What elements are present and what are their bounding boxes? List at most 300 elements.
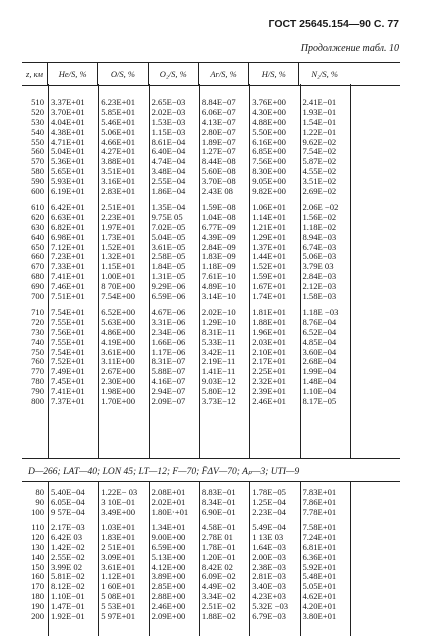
value-cell: 1.88E+01 xyxy=(252,316,286,327)
value-cell: 2.30E+00 xyxy=(101,376,136,387)
value-cell: 6.79E−03 xyxy=(252,611,286,622)
altitude-cell: 150 xyxy=(31,561,44,572)
value-cell: 6.81E+01 xyxy=(302,541,337,552)
value-cell: 7.45E+01 xyxy=(51,376,85,387)
value-cell: 2.34E−06 xyxy=(151,326,186,337)
value-cell: 1.42E−02 xyxy=(51,541,85,552)
table-row xyxy=(22,187,350,197)
grid-line xyxy=(350,84,351,458)
value-cell: 8 70E+00 xyxy=(101,281,136,292)
altitude-cell: 510 xyxy=(31,97,44,107)
value-cell: 1.37E+01 xyxy=(252,241,286,252)
value-cell: 3 10E−01 xyxy=(101,496,136,507)
value-cell: 3.11E+00 xyxy=(101,356,135,367)
value-cell: 4.88E+00 xyxy=(252,116,286,127)
altitude-cell: 700 xyxy=(31,291,44,302)
value-cell: 7.46E+01 xyxy=(51,281,85,292)
value-cell: 3.51E+01 xyxy=(101,166,136,177)
value-cell: 6.09E−02 xyxy=(201,571,236,582)
value-cell: 3.14E−10 xyxy=(201,291,236,302)
value-cell: 1.29E−10 xyxy=(201,316,236,327)
altitude-cell: 80 xyxy=(35,487,44,497)
value-cell: 1.10E−01 xyxy=(51,591,85,602)
value-cell: 1.15E−03 xyxy=(151,126,186,137)
table-group-80-100 xyxy=(22,488,350,518)
value-cell: 7.55E+01 xyxy=(51,336,85,347)
value-cell: 4.55E−02 xyxy=(302,166,337,177)
altitude-cell: 720 xyxy=(31,316,44,327)
value-cell: 1.35E−04 xyxy=(151,202,186,212)
section-divider-bottom xyxy=(22,481,400,482)
altitude-cell: 170 xyxy=(31,581,44,592)
value-cell: 2.38E−03 xyxy=(252,561,286,572)
value-cell: 5.13E+00 xyxy=(151,551,186,562)
value-cell: 2.09E+00 xyxy=(151,611,186,622)
value-cell: 2 51E+01 xyxy=(101,541,136,552)
value-cell: 5.93E+01 xyxy=(51,176,85,187)
column-header-he: He/S, % xyxy=(48,63,98,85)
value-cell: 1.83E−09 xyxy=(201,251,236,262)
value-cell: 4.89E−10 xyxy=(201,281,236,292)
value-cell: 1.80E·+01 xyxy=(151,506,189,517)
altitude-cell: 750 xyxy=(31,346,44,357)
value-cell: 1.31E−05 xyxy=(151,271,186,282)
value-cell: 2.02E−03 xyxy=(151,106,186,117)
value-cell: 3.61E+00 xyxy=(101,346,136,357)
value-cell: 2.65E−03 xyxy=(151,97,186,107)
value-cell: 1.15E+01 xyxy=(101,261,136,272)
value-cell: 4.16E−07 xyxy=(151,376,186,387)
value-cell: 4.20E+01 xyxy=(302,601,337,612)
value-cell: 5.04E+01 xyxy=(51,146,85,157)
value-cell: 2.83E+01 xyxy=(101,186,136,197)
value-cell: 2.23E+01 xyxy=(101,211,136,222)
altitude-cell: 670 xyxy=(31,261,44,272)
value-cell: 6.42E 03 xyxy=(51,531,83,542)
value-cell: 1.44E+01 xyxy=(252,251,286,262)
value-cell: 3.73E−12 xyxy=(201,396,236,407)
value-cell: 6.16E+00 xyxy=(252,136,286,147)
table-row xyxy=(22,612,350,622)
value-cell: 4.04E+01 xyxy=(51,116,85,127)
value-cell: 7.54E+01 xyxy=(51,307,85,317)
altitude-cell: 740 xyxy=(31,336,44,347)
column-header-n2: N₂/S, % xyxy=(311,69,338,79)
value-cell: 7.54E+01 xyxy=(51,346,85,357)
value-cell: 1.81E+01 xyxy=(252,307,286,317)
value-cell: 5.04E−05 xyxy=(151,231,186,242)
value-cell: 1.48E−04 xyxy=(302,376,337,387)
value-cell: 1.52E+01 xyxy=(252,261,286,272)
altitude-cell: 200 xyxy=(31,611,44,622)
value-cell: 1.97E+01 xyxy=(101,221,136,232)
value-cell: 3.60E−04 xyxy=(302,346,337,357)
value-cell: 3.99E 02 xyxy=(51,561,83,572)
value-cell: 7.12E+01 xyxy=(51,241,85,252)
altitude-cell: 90 xyxy=(35,496,44,507)
value-cell: 1.89E−07 xyxy=(201,136,236,147)
value-cell: 1.99E−04 xyxy=(302,366,337,377)
value-cell: 6.63E+01 xyxy=(51,211,85,222)
value-cell: 1.22E− 03 xyxy=(101,487,138,497)
value-cell: 1.67E+01 xyxy=(252,281,286,292)
value-cell: 2.85E+00 xyxy=(151,581,186,592)
value-cell: 5.92E+01 xyxy=(302,561,337,572)
value-cell: 1.21E+01 xyxy=(252,221,286,232)
altitude-cell: 140 xyxy=(31,551,44,562)
altitude-cell: 550 xyxy=(31,136,44,147)
value-cell: 1.34E+01 xyxy=(151,522,186,532)
value-cell: 2.02E+01 xyxy=(151,496,186,507)
value-cell: 8.42E 02 xyxy=(201,561,233,572)
value-cell: 8.12E−02 xyxy=(51,581,85,592)
value-cell: 2.55E−04 xyxy=(151,176,186,187)
altitude-cell: 800 xyxy=(31,396,44,407)
value-cell: 2.19E−11 xyxy=(201,356,236,367)
value-cell: 1.64E−03 xyxy=(252,541,286,552)
altitude-cell: 530 xyxy=(31,116,44,127)
value-cell: 1.92E−01 xyxy=(51,611,85,622)
value-cell: 3.42E−11 xyxy=(201,346,236,357)
value-cell: 1.00E+01 xyxy=(101,271,136,282)
value-cell: 1.78E−01 xyxy=(201,541,236,552)
altitude-cell: 620 xyxy=(31,211,44,222)
value-cell: 1.70E+00 xyxy=(101,396,136,407)
table-row xyxy=(22,397,350,407)
value-cell: 1.25E−04 xyxy=(252,496,286,507)
value-cell: 2.02E−10 xyxy=(201,307,236,317)
value-cell: 1.93E−01 xyxy=(302,106,337,117)
value-cell: 5 97E+01 xyxy=(101,611,136,622)
value-cell: 4.12E+00 xyxy=(151,561,186,572)
value-cell: 7.86E+01 xyxy=(302,496,337,507)
altitude-cell: 580 xyxy=(31,166,44,177)
value-cell: 4.74E−04 xyxy=(151,156,186,167)
value-cell: 6.19E+01 xyxy=(51,186,85,197)
value-cell: 2.67E+00 xyxy=(101,366,136,377)
value-cell: 7.56E+00 xyxy=(252,156,286,167)
value-cell: 4.13E−07 xyxy=(201,116,236,127)
value-cell: 8.94E−03 xyxy=(302,231,337,242)
altitude-cell: 640 xyxy=(31,231,44,242)
value-cell: 2.23E−04 xyxy=(252,506,286,517)
value-cell: 7.52E+01 xyxy=(51,356,85,367)
value-cell: 5.60E−08 xyxy=(201,166,236,177)
value-cell: 2.94E−07 xyxy=(151,386,186,397)
value-cell: 8.31E−11 xyxy=(201,326,236,337)
value-cell: 1.10E−04 xyxy=(302,386,337,397)
value-cell: 7.83E+01 xyxy=(302,487,337,497)
value-cell: 8.17E−05 xyxy=(302,396,337,407)
value-cell: 3.37E+01 xyxy=(51,97,85,107)
value-cell: 4.86E+00 xyxy=(101,326,136,337)
value-cell: 6.05E−04 xyxy=(51,496,85,507)
value-cell: 1.14E+01 xyxy=(252,211,286,222)
value-cell: 2.17E+01 xyxy=(252,356,286,367)
value-cell: 7.37E+01 xyxy=(51,396,85,407)
value-cell: 2.46E+01 xyxy=(252,396,286,407)
table-continuation-label: Продолжение табл. 10 xyxy=(300,43,399,54)
value-cell: 6.23E+01 xyxy=(101,97,136,107)
value-cell: 8.84E−07 xyxy=(201,97,236,107)
altitude-cell: 130 xyxy=(31,541,44,552)
column-header-h: H/S, % xyxy=(249,63,299,85)
table-row xyxy=(22,508,350,518)
value-cell: 4.49E−02 xyxy=(201,581,236,592)
table-row xyxy=(22,292,350,302)
altitude-cell: 100 xyxy=(31,506,44,517)
altitude-cell: 680 xyxy=(31,271,44,282)
value-cell: 6.36E+01 xyxy=(302,551,337,562)
altitude-cell: 560 xyxy=(31,146,44,157)
value-cell: 8.61E−04 xyxy=(151,136,186,147)
value-cell: 4.71E+01 xyxy=(51,136,85,147)
value-cell: 5.32E −03 xyxy=(252,601,289,612)
value-cell: 2.39E+01 xyxy=(252,386,286,397)
value-cell: 5.06E+01 xyxy=(101,126,136,137)
value-cell: 3.80E+01 xyxy=(302,611,337,622)
value-cell: 3.76E+00 xyxy=(252,97,286,107)
value-cell: 2.09E−07 xyxy=(151,396,186,407)
value-cell: 5.65E+01 xyxy=(51,166,85,177)
value-cell: 3.88E+01 xyxy=(101,156,136,167)
value-cell: 2.10E+01 xyxy=(252,346,286,357)
value-cell: 6.85E+00 xyxy=(252,146,286,157)
value-cell: 1.56E−02 xyxy=(302,211,337,222)
value-cell: 1.17E−06 xyxy=(151,346,186,357)
value-cell: 9.03E−12 xyxy=(201,376,236,387)
value-cell: 3.89E+00 xyxy=(151,571,186,582)
value-cell: 6.59E−06 xyxy=(151,291,186,302)
value-cell: 2.17E−03 xyxy=(51,522,85,532)
altitude-cell: 120 xyxy=(31,531,44,542)
value-cell: 1.12E+01 xyxy=(101,571,136,582)
value-cell: 8.44E−08 xyxy=(201,156,236,167)
value-cell: 8.30E+00 xyxy=(252,166,286,177)
section-divider-top xyxy=(22,458,400,459)
value-cell: 2.84E−09 xyxy=(201,241,236,252)
value-cell: 2.69E−02 xyxy=(302,186,337,197)
value-cell: 2.08E+01 xyxy=(151,487,186,497)
altitude-cell: 630 xyxy=(31,221,44,232)
value-cell: 7.54E−02 xyxy=(302,146,337,157)
value-cell: 9.62E−02 xyxy=(302,136,337,147)
value-cell: 7.41E+01 xyxy=(51,271,85,282)
value-cell: 4.30E+00 xyxy=(252,106,286,117)
value-cell: 1.59E−08 xyxy=(201,202,236,212)
altitude-cell: 610 xyxy=(31,202,44,212)
value-cell: 5 53E+01 xyxy=(101,601,136,612)
value-cell: 9.82E+00 xyxy=(252,186,286,197)
value-cell: 6.40E−04 xyxy=(151,146,186,157)
altitude-cell: 160 xyxy=(31,571,44,582)
value-cell: 1.22E−01 xyxy=(302,126,337,137)
value-cell: 2.81E−03 xyxy=(252,571,286,582)
value-cell: 1.03E+01 xyxy=(101,522,136,532)
altitude-cell: 520 xyxy=(31,106,44,117)
altitude-cell: 780 xyxy=(31,376,44,387)
column-header-altitude: z, км xyxy=(22,63,48,85)
table-group-510-600 xyxy=(22,98,350,197)
value-cell: 9.29E−06 xyxy=(151,281,186,292)
value-cell: 1.18E−09 xyxy=(201,261,236,272)
value-cell: 7.49E+01 xyxy=(51,366,85,377)
value-cell: 2.46E+00 xyxy=(151,601,186,612)
value-cell: 7.51E+01 xyxy=(51,291,85,302)
value-cell: 7.24E+01 xyxy=(302,531,337,542)
value-cell: 7.58E+01 xyxy=(302,522,337,532)
value-cell: 2.12E−03 xyxy=(302,281,337,292)
value-cell: 2.03E+01 xyxy=(252,336,286,347)
value-cell: 1.59E+01 xyxy=(252,271,286,282)
value-cell: 1 13E 03 xyxy=(252,531,284,542)
altitude-cell: 110 xyxy=(31,522,44,532)
table-header xyxy=(22,62,400,86)
altitude-cell: 650 xyxy=(31,241,44,252)
value-cell: 5.40E−04 xyxy=(51,487,85,497)
value-cell: 3.70E−08 xyxy=(201,176,236,187)
value-cell: 2.84E−03 xyxy=(302,271,337,282)
value-cell: 7.78E+01 xyxy=(302,506,337,517)
value-cell: 5.88E−07 xyxy=(151,366,186,377)
value-cell: 6.52E−04 xyxy=(302,326,337,337)
value-cell: 6.06E−07 xyxy=(201,106,236,117)
value-cell: 5.50E+00 xyxy=(252,126,286,137)
altitude-cell: 190 xyxy=(31,601,44,612)
value-cell: 2.25E+01 xyxy=(252,366,286,377)
value-cell: 1.52E+01 xyxy=(101,241,136,252)
value-cell: 5.46E+01 xyxy=(101,116,136,127)
value-cell: 3.09E+01 xyxy=(101,551,136,562)
value-cell: 1.84E−05 xyxy=(151,261,186,272)
value-cell: 6.82E+01 xyxy=(51,221,85,232)
altitude-cell: 790 xyxy=(31,386,44,397)
value-cell: 9 57E−04 xyxy=(51,506,85,517)
value-cell: 2.41E−01 xyxy=(302,97,337,107)
value-cell: 1.88E−02 xyxy=(201,611,236,622)
value-cell: 1.83E+01 xyxy=(101,531,136,542)
value-cell: 2.32E+01 xyxy=(252,376,286,387)
value-cell: 1.41E−11 xyxy=(201,366,236,377)
value-cell: 4.23E+03 xyxy=(252,591,286,602)
value-cell: 4.85E−04 xyxy=(302,336,337,347)
value-cell: 2.68E−04 xyxy=(302,356,337,367)
column-header-o: O/S, % xyxy=(98,63,148,85)
value-cell: 6.98E+01 xyxy=(51,231,85,242)
value-cell: 7.55E+01 xyxy=(51,316,85,327)
value-cell: 3.51E−02 xyxy=(302,176,337,187)
value-cell: 2.80E−07 xyxy=(201,126,236,137)
value-cell: 7.23E+01 xyxy=(51,251,85,262)
value-cell: 8.83E−01 xyxy=(201,487,236,497)
value-cell: 5.48E+01 xyxy=(302,571,337,582)
value-cell: 9.75E 05 xyxy=(151,211,183,222)
value-cell: 1.58E−03 xyxy=(302,291,337,302)
value-cell: 4.27E+01 xyxy=(101,146,136,157)
value-cell: 5.80E−12 xyxy=(201,386,236,397)
value-cell: 1.74E+01 xyxy=(252,291,286,302)
value-cell: 3.31E−06 xyxy=(151,316,186,327)
altitude-cell: 770 xyxy=(31,366,44,377)
value-cell: 6.77E−09 xyxy=(201,221,236,232)
column-header-ar: Ar/S, % xyxy=(199,63,249,85)
value-cell: 3.79E 03 xyxy=(302,261,334,272)
value-cell: 4.58E−01 xyxy=(201,522,236,532)
value-cell: 1.73E+01 xyxy=(101,231,136,242)
column-header-o2: O₂/S, % xyxy=(149,63,199,85)
altitude-cell: 590 xyxy=(31,176,44,187)
value-cell: 9.05E+00 xyxy=(252,176,286,187)
value-cell: 5.49E−04 xyxy=(252,522,286,532)
value-cell: 6.90E−01 xyxy=(201,506,236,517)
value-cell: 4.19E+00 xyxy=(101,336,136,347)
grid-line xyxy=(350,481,351,636)
value-cell: 5.85E+01 xyxy=(101,106,136,117)
value-cell: 1.27E−07 xyxy=(201,146,236,157)
value-cell: 1.86E−04 xyxy=(151,186,186,197)
value-cell: 5.63E+00 xyxy=(101,316,136,327)
value-cell: 3.40E−03 xyxy=(252,581,286,592)
table-group-710-800 xyxy=(22,308,350,407)
value-cell: 7.33E+01 xyxy=(51,261,85,272)
value-cell: 2.06E −02 xyxy=(302,202,339,212)
value-cell: 1.47E−01 xyxy=(51,601,85,612)
value-cell: 1.96E+01 xyxy=(252,326,286,337)
value-cell: 7.61E−10 xyxy=(201,271,236,282)
conditions-line: D—266; LAT—40; LON 45; LT—12; F—70; F̄ΔV—70; Aₚ—3; UTI—9 xyxy=(28,467,300,477)
value-cell: 1.54E−01 xyxy=(302,116,337,127)
value-cell: 2.51E−02 xyxy=(201,601,236,612)
value-cell: 2.58E−05 xyxy=(151,251,186,262)
value-cell: 5.87E−02 xyxy=(302,156,337,167)
altitude-cell: 710 xyxy=(31,307,44,317)
table-group-110-200 xyxy=(22,523,350,622)
value-cell: 6.42E+01 xyxy=(51,202,85,212)
value-cell: 3.48E−04 xyxy=(151,166,186,177)
value-cell: 3.16E+01 xyxy=(101,176,136,187)
value-cell: 5.06E−03 xyxy=(302,251,337,262)
altitude-cell: 760 xyxy=(31,356,44,367)
value-cell: 2.78E 01 xyxy=(201,531,233,542)
value-cell: 1.04E−08 xyxy=(201,211,236,222)
altitude-cell: 660 xyxy=(31,251,44,262)
value-cell: 4.38E+01 xyxy=(51,126,85,137)
value-cell: 8.31E−07 xyxy=(151,356,186,367)
value-cell: 6.59E+00 xyxy=(151,541,186,552)
value-cell: 6.74E−03 xyxy=(302,241,337,252)
value-cell: 7.56E+01 xyxy=(51,326,85,337)
table-group-610-700 xyxy=(22,203,350,302)
value-cell: 2.51E+01 xyxy=(101,202,136,212)
altitude-cell: 540 xyxy=(31,126,44,137)
value-cell: 4.39E−09 xyxy=(201,231,236,242)
value-cell: 1.20E−01 xyxy=(201,551,236,562)
value-cell: 5.36E+01 xyxy=(51,156,85,167)
altitude-cell: 600 xyxy=(31,186,44,197)
value-cell: 6.52E+00 xyxy=(101,307,136,317)
altitude-cell: 570 xyxy=(31,156,44,167)
value-cell: 3.49E+00 xyxy=(101,506,136,517)
value-cell: 2.88E+00 xyxy=(151,591,186,602)
value-cell: 1.18E−02 xyxy=(302,221,337,232)
value-cell: 7.41E+01 xyxy=(51,386,85,397)
standard-header: ГОСТ 25645.154—90 С. 77 xyxy=(268,18,399,30)
value-cell: 5.05E+01 xyxy=(302,581,337,592)
value-cell: 4.67E−06 xyxy=(151,307,186,317)
value-cell: 2.43E 08 xyxy=(201,186,233,197)
value-cell: 2.55E−02 xyxy=(51,551,85,562)
value-cell: 4.66E+01 xyxy=(101,136,136,147)
